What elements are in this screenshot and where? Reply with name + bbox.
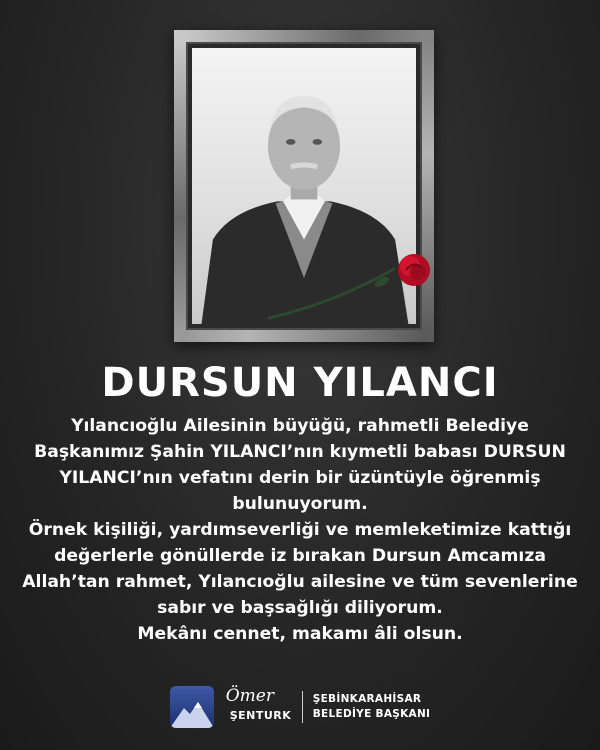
title-line-2: BELEDİYE BAŞKANI [312,708,431,720]
title-line-1: ŞEBİNKARAHİSAR [312,693,422,705]
signature-script: Ömer [225,686,274,706]
portrait-frame [174,30,434,342]
message-line: Mekânı cennet, makamı âli olsun. [137,624,463,644]
mayor-title [313,692,431,722]
message-line: Örnek kişiliği, yardımseverliği ve memleketimize kattığı [28,520,572,540]
message-line: Allah’tan rahmet, Yılancıoğlu ailesine ve tüm sevenlerine [22,572,578,592]
mayor-signature [226,686,292,728]
message-line: sabır ve başsağlığı diliyorum. [157,598,443,618]
signature-name: ŞENTURK [229,709,292,722]
message-line: Yılancıoğlu Ailesinin büyüğü, rahmetli Belediye [71,416,529,436]
signature-footer [0,684,600,730]
deceased-name: DURSUN YILANCI [101,360,499,406]
mountain-icon [170,698,214,728]
condolence-message [18,413,582,647]
portrait-photo [192,48,416,324]
footer-divider [302,691,303,723]
message-line: bulunuyorum. [232,494,368,514]
portrait-illustration [192,48,416,324]
message-line: Başkanımız Şahin YILANCI’nın kıymetli babası DURSUN [34,442,566,462]
municipality-logo-icon [170,686,214,728]
message-line: değerlerle gönüllerde iz bırakan Dursun Amcamıza [54,546,546,566]
red-rose-icon [392,248,436,292]
message-line: YILANCI’nın vefatını derin bir üzüntüyle öğrenmiş [59,468,541,488]
